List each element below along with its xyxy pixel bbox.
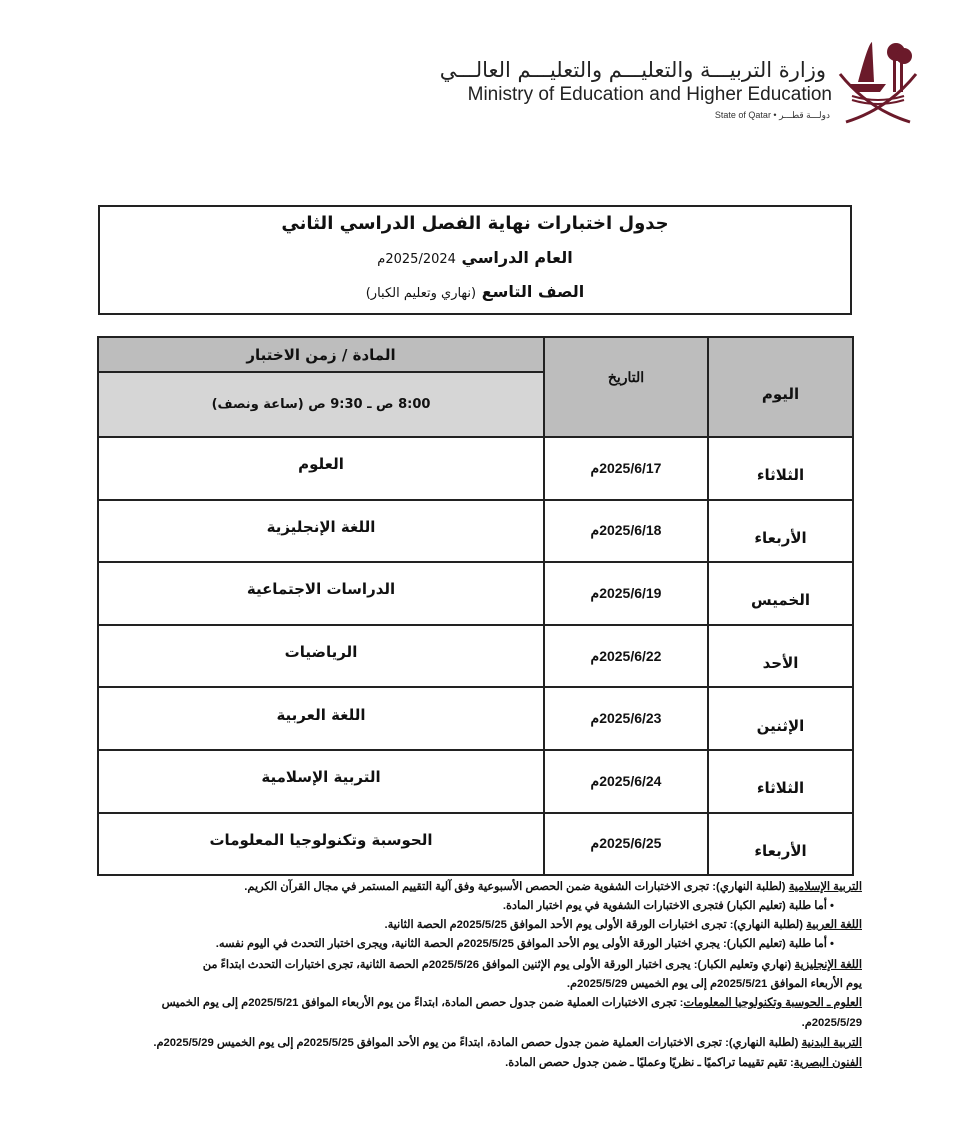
subject-cell: اللغة الإنجليزية: [98, 500, 544, 563]
date-cell: 2025/6/22م: [544, 625, 708, 688]
subject-cell: الرياضيات: [98, 625, 544, 688]
grade-label: الصف التاسع: [481, 282, 585, 301]
note-line: [567, 977, 862, 990]
schedule-title: جدول اختبارات نهاية الفصل الدراسي الثاني: [281, 213, 669, 234]
subject-cell: العلوم: [98, 437, 544, 500]
date-cell: 2025/6/19م: [544, 562, 708, 625]
date-cell: 2025/6/17م: [544, 437, 708, 500]
note-subject: العلوم ـ الحوسبة وتكنولوجيا المعلومات: [683, 997, 862, 1009]
note-line: [162, 996, 862, 1009]
note-line: [505, 1056, 862, 1069]
note-line: [802, 1016, 862, 1029]
day-cell: الإثنين: [708, 687, 853, 750]
table-row: [98, 437, 853, 500]
note-line: [153, 1036, 862, 1049]
table-row: [98, 687, 853, 750]
note-line: [503, 899, 834, 912]
day-cell: الخميس: [708, 562, 853, 625]
date-cell: 2025/6/18م: [544, 500, 708, 563]
academic-year: [100, 241, 850, 275]
note-text: • أما طلبة (تعليم الكبار) فتجرى الاختبارات الشفوية في يوم اختبار المادة.: [502, 900, 834, 912]
note-text: (لطلبة النهاري): تجرى اختبارات الورقة الأولى يوم الأحد الموافق 2025/5/25م الحصة الثانية.: [384, 919, 807, 931]
note-line: [203, 958, 862, 971]
subject-cell: الدراسات الاجتماعية: [98, 562, 544, 625]
date-cell: 2025/6/23م: [544, 687, 708, 750]
table-row: [98, 562, 853, 625]
subject-cell: اللغة العربية: [98, 687, 544, 750]
note-line: [244, 880, 862, 893]
subject-cell: الحوسبة وتكنولوجيا المعلومات: [98, 813, 544, 876]
day-cell: الأربعاء: [708, 813, 853, 876]
day-cell: الأحد: [708, 625, 853, 688]
table-row: [98, 625, 853, 688]
date-cell: 2025/6/24م: [544, 750, 708, 813]
note-subject: اللغة الإنجليزية: [794, 959, 862, 971]
qatar-emblem-logo: [838, 34, 918, 124]
title-box: [98, 205, 852, 315]
note-text: • أما طلبة (تعليم الكبار): يجري اختبار الورقة الأولى يوم الأحد الموافق 2025/5/25م الحصة الثانية، ويجرى اختبار التحدث في اليوم نفسه.: [215, 938, 834, 950]
note-subject: التربية الإسلامية: [788, 881, 862, 893]
exam-schedule-table: [97, 336, 854, 876]
note-text: (لطلبة النهاري): تجرى الاختبارات الشفوية ضمن الحصص الأسبوعية وفق آلية التقييم المستمر في مجال القرآن الكريم.: [244, 881, 789, 893]
academic-year-label: العام الدراسي: [461, 248, 573, 267]
header-time: 8:00 ص ـ 9:30 ص (ساعة ونصف): [98, 372, 544, 437]
academic-year-value: 2025/2024م: [377, 252, 456, 267]
grade-detail: (نهاري وتعليم الكبار): [365, 286, 477, 301]
note-text: 2025/5/29م.: [801, 1017, 862, 1029]
note-text: : تجرى الاختبارات العملية ضمن جدول حصص المادة، ابتداءً من يوم الأربعاء الموافق 2025/5/21م إلى يوم الخميس: [161, 997, 684, 1009]
state-of-qatar: State of Qatar • دولـــة قطـــر: [714, 110, 830, 120]
note-text: : تقيم تقييما تراكميًا ـ نظريًا وعمليًا ـ ضمن جدول حصص المادة.: [505, 1057, 794, 1069]
note-text: (لطلبة النهاري): تجرى الاختبارات العملية ضمن جدول حصص المادة، ابتداءً من يوم الأحد الموافق 2025/5/25م إلى يوم الخميس 2025/5/29م.: [153, 1037, 802, 1049]
table-row: [98, 750, 853, 813]
date-cell: 2025/6/25م: [544, 813, 708, 876]
day-cell: الثلاثاء: [708, 437, 853, 500]
day-cell: الثلاثاء: [708, 750, 853, 813]
table-row: [98, 813, 853, 876]
note-line: [384, 918, 862, 931]
ministry-name-arabic: وزارة التربيـــة والتعليـــم والتعليـــم العالـــي: [439, 58, 826, 82]
note-subject: اللغة العربية: [806, 919, 862, 931]
header-day: اليوم: [708, 337, 853, 437]
note-text: يوم الأربعاء الموافق 2025/5/21م إلى يوم الخميس 2025/5/29م.: [566, 978, 862, 990]
header-subject: المادة / زمن الاختبار: [98, 337, 544, 372]
note-subject: التربية البدنية: [801, 1037, 862, 1049]
header-date: التاريخ: [544, 337, 708, 437]
table-row: [98, 500, 853, 563]
note-text: (نهاري وتعليم الكبار): يجرى اختبار الورقة الأولى يوم الإثنين الموافق 2025/5/26م الحصة الثانية، تجرى اختبارات التحدث ابتداءً من: [202, 959, 795, 971]
note-line: [216, 937, 834, 950]
subject-cell: التربية الإسلامية: [98, 750, 544, 813]
ministry-name-english: Ministry of Education and Higher Education: [467, 84, 832, 105]
note-subject: الفنون البصرية: [793, 1057, 862, 1069]
grade: [100, 275, 850, 309]
day-cell: الأربعاء: [708, 500, 853, 563]
